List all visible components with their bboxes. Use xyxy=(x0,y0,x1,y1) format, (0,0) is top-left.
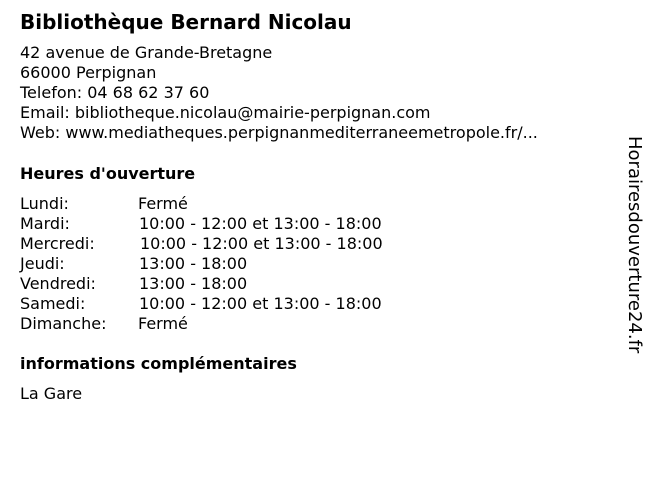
website-url: Web: www.mediatheques.perpignanmediterraneemetropole.fr/... xyxy=(20,123,538,142)
site-watermark xyxy=(625,136,643,353)
day-label: Mercredi: xyxy=(20,234,95,253)
time-value: Fermé xyxy=(138,314,188,333)
time-value: 10:00 - 12:00 et 13:00 - 18:00 xyxy=(140,234,383,253)
page-title: Bibliothèque Bernard Nicolau xyxy=(20,10,352,34)
street-address: 42 avenue de Grande-Bretagne xyxy=(20,43,273,62)
city-address: 66000 Perpignan xyxy=(20,63,157,82)
time-value: 10:00 - 12:00 et 13:00 - 18:00 xyxy=(139,214,382,233)
time-value: 10:00 - 12:00 et 13:00 - 18:00 xyxy=(139,294,382,313)
day-label: Mardi: xyxy=(20,214,70,233)
time-value: Fermé xyxy=(138,194,188,213)
day-label: Dimanche: xyxy=(20,314,107,333)
opening-hours-heading: Heures d'ouverture xyxy=(20,164,196,183)
address-block xyxy=(20,43,538,143)
email-address: Email: bibliotheque.nicolau@mairie-perpignan.com xyxy=(20,103,431,122)
day-label: Samedi: xyxy=(20,294,86,313)
additional-info-text: La Gare xyxy=(20,384,83,403)
time-value: 13:00 - 18:00 xyxy=(139,254,248,273)
day-label: Jeudi: xyxy=(20,254,65,273)
additional-info-heading: informations complémentaires xyxy=(20,354,297,373)
watermark-text: Horairesdouverture24.fr xyxy=(624,136,645,354)
time-value: 13:00 - 18:00 xyxy=(139,274,248,293)
day-label: Vendredi: xyxy=(20,274,96,293)
day-label: Lundi: xyxy=(20,194,69,213)
phone-number: Telefon: 04 68 62 37 60 xyxy=(20,83,210,102)
